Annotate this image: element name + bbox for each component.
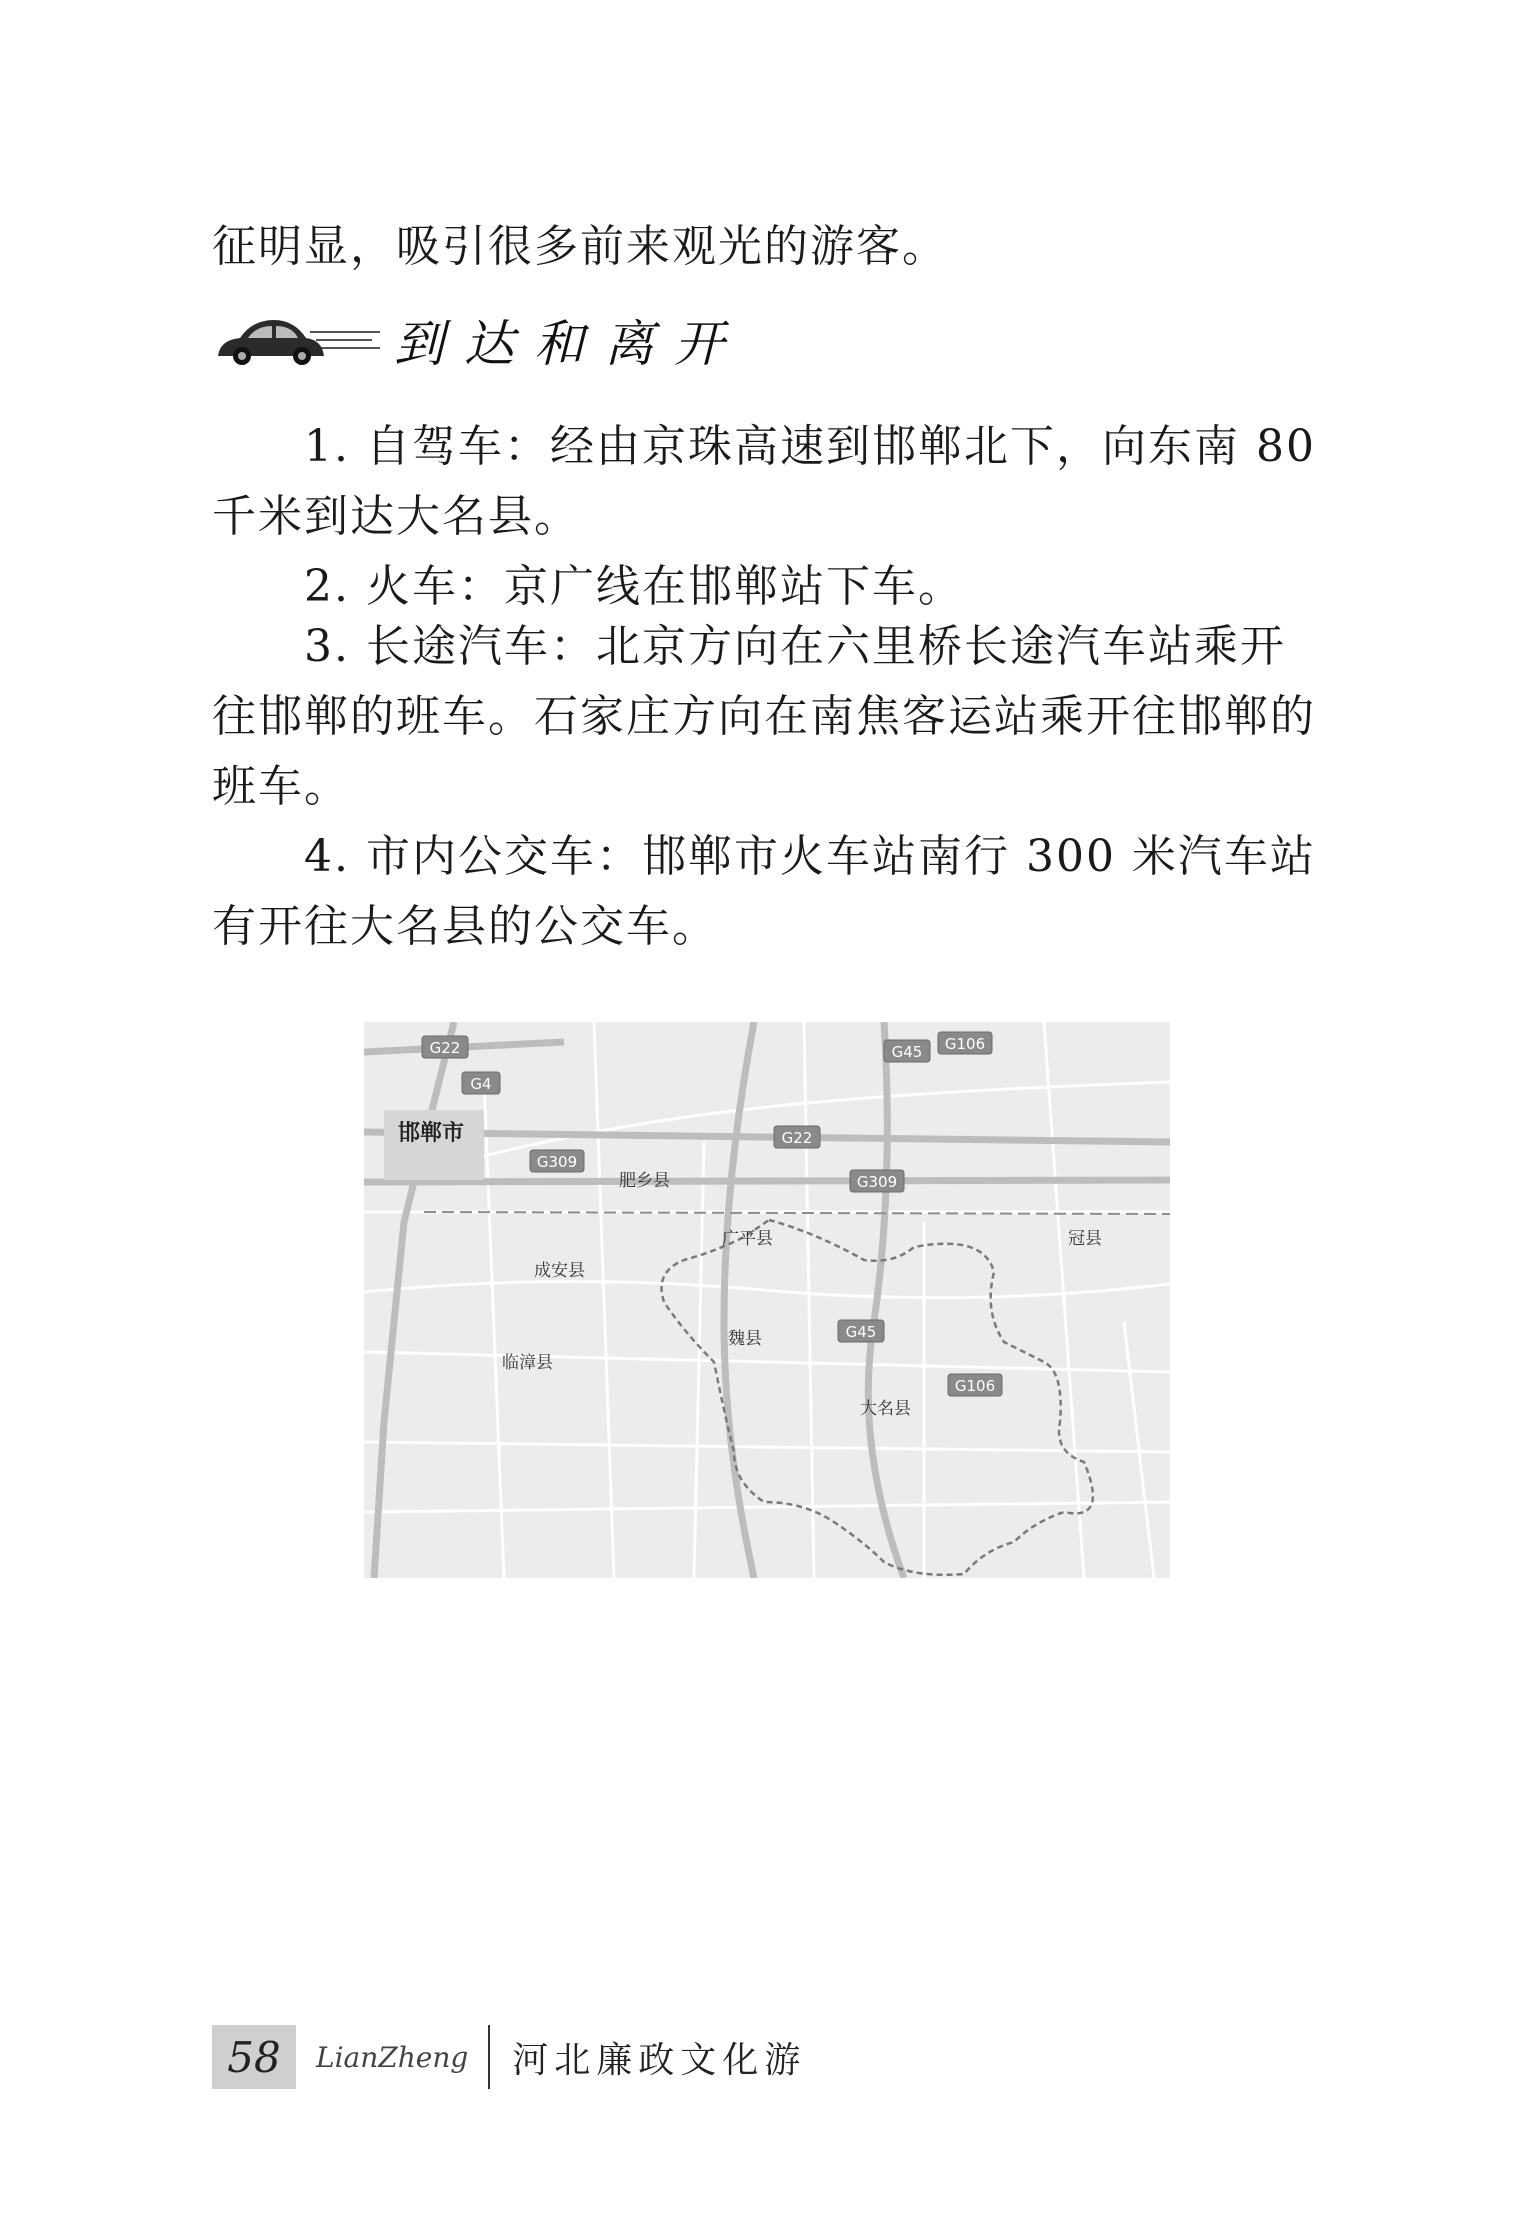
road-label: G45 xyxy=(845,1323,877,1341)
place-label-guangping: 广平县 xyxy=(722,1229,773,1249)
transport-item-train: 2. 火车：京广线在邯郸站下车。 xyxy=(304,561,964,612)
place-label-handan: 邯郸市 xyxy=(398,1121,465,1146)
road-label: G45 xyxy=(891,1043,923,1061)
place-label-chengan: 成安县 xyxy=(534,1261,585,1281)
place-label-guanxian: 冠县 xyxy=(1068,1229,1102,1249)
book-title: 河北廉政文化游 xyxy=(512,2039,807,2081)
map-canvas xyxy=(364,1022,1170,1578)
page-number: 58 xyxy=(212,2025,296,2089)
route-map xyxy=(364,1022,1170,1578)
road-label: G106 xyxy=(944,1035,986,1053)
road-label: G22 xyxy=(781,1129,813,1147)
place-label-daming: 大名县 xyxy=(860,1399,911,1419)
footer-divider xyxy=(488,2025,490,2089)
road-label: G106 xyxy=(954,1377,996,1395)
road-label: G309 xyxy=(856,1173,898,1191)
road-label: G4 xyxy=(470,1075,492,1093)
road-shield-g22-middle xyxy=(774,1126,820,1148)
car-icon xyxy=(212,310,382,370)
transport-item-self-drive: 1. 自驾车：经由京珠高速到邯郸北下，向东南 80 千米到达大名县。 xyxy=(212,421,1316,542)
road-shield-g45-south xyxy=(838,1320,884,1342)
road-label: G22 xyxy=(429,1039,461,1057)
series-brand: LianZheng xyxy=(316,2040,469,2074)
road-label: G309 xyxy=(536,1153,578,1171)
continuation-paragraph: 征明显，吸引很多前来观光的游客。 xyxy=(212,221,948,272)
road-shield-g106-south xyxy=(948,1374,1002,1396)
road-shield-g309-east xyxy=(850,1170,904,1192)
section-title: 到达和离开 xyxy=(394,315,744,373)
section-heading xyxy=(212,305,744,375)
road-shield-g45-top xyxy=(884,1040,930,1062)
transport-item-city-bus: 4. 市内公交车：邯郸市火车站南行 300 米汽车站有开往大名县的公交车。 xyxy=(212,831,1316,952)
page-footer xyxy=(212,2025,806,2089)
road-shield-g22-top xyxy=(422,1036,468,1058)
road-shield-g309-west xyxy=(530,1150,584,1172)
place-label-weixian: 魏县 xyxy=(728,1329,762,1349)
road-shield-g106-top xyxy=(938,1032,992,1054)
transport-item-long-distance-bus: 3. 长途汽车：北京方向在六里桥长途汽车站乘开往邯郸的班车。石家庄方向在南焦客运站乘开往邯郸的班车。 xyxy=(212,621,1316,812)
place-label-feixiang: 肥乡县 xyxy=(619,1171,670,1191)
place-label-linzhang: 临漳县 xyxy=(502,1353,553,1373)
road-shield-g4 xyxy=(462,1072,500,1094)
